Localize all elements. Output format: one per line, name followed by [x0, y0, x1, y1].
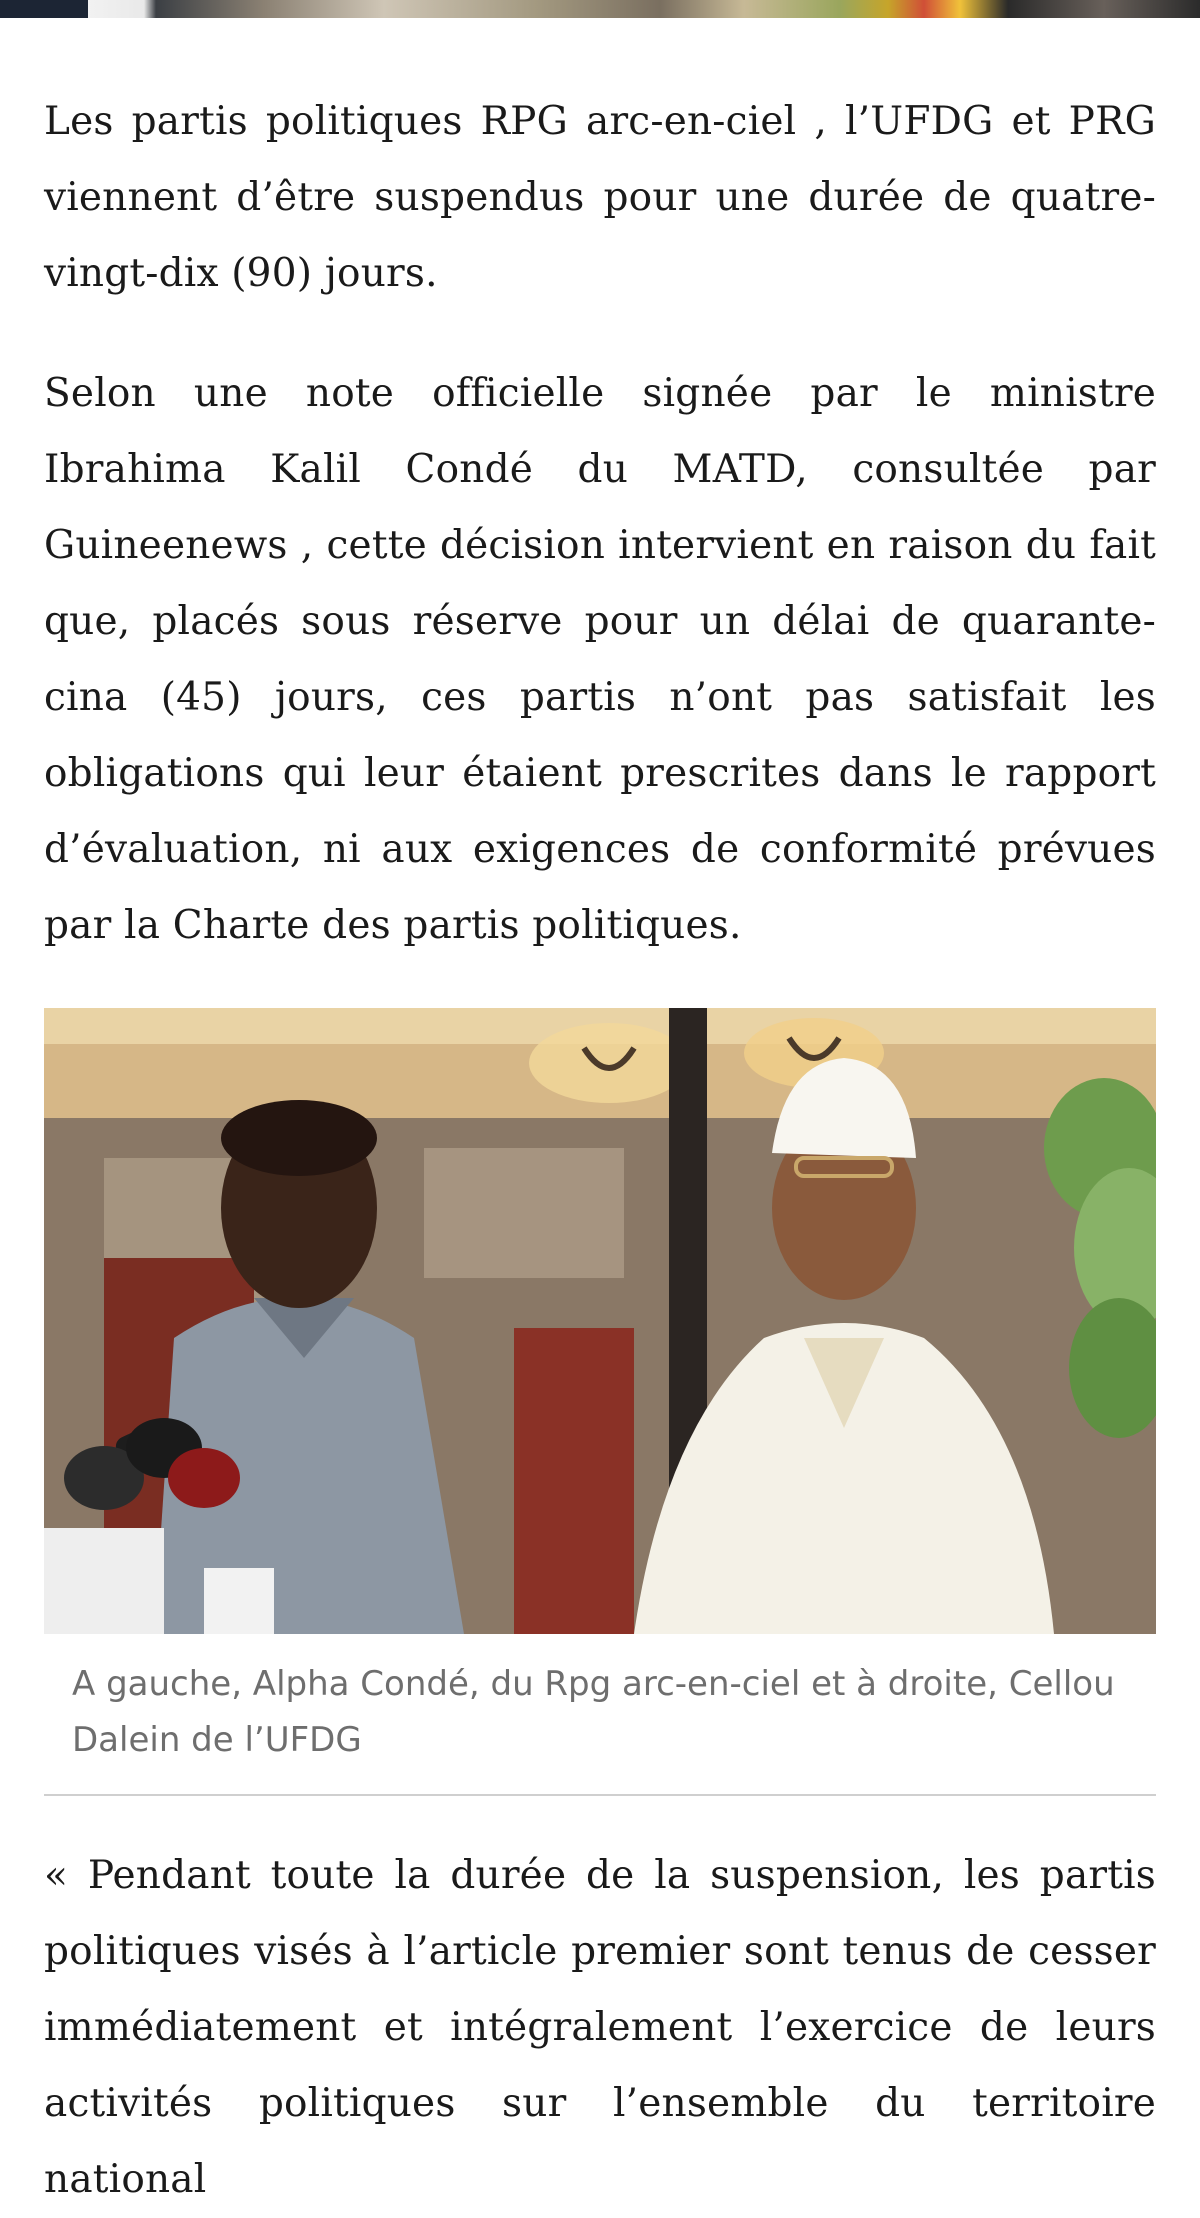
paragraph-3: « Pendant toute la durée de la suspension, les partis politiques visés à l’article premier sont tenus de cesser immédiatement et intégralement l’exercice de leurs activités politiques sur l’ensemble du territoire national — [44, 1853, 1156, 2202]
paragraph-2: Selon une note officielle signée par le ministre Ibrahima Kalil Condé du MATD, consultée par Guineenews , cette décision intervient en raison du fait que, placés sous réserve pour un délai de quarante-cina (45) jours, ces partis n’ont pas satisfait les obligations qui leur étaient prescrites dans le rapport d’évaluation, ni aux exigences de conformité prévues par la Charte des partis politiques. — [44, 371, 1156, 948]
caption-divider — [44, 1794, 1156, 1796]
article-photo[interactable] — [44, 1008, 1156, 1634]
article-body — [44, 84, 1156, 2218]
article-figure — [44, 1008, 1156, 1794]
top-image-dark-block — [0, 0, 88, 18]
photo-caption: A gauche, Alpha Condé, du Rpg arc-en-ciel et à droite, Cellou Dalein de l’UFDG — [72, 1664, 1115, 1760]
top-image-cropped — [0, 0, 1200, 18]
paragraph-1: Les partis politiques RPG arc-en-ciel , l’UFDG et PRG viennent d’être suspendus pour une durée de quatre-vingt-dix (90) jours. — [44, 99, 1156, 296]
photo-illustration — [44, 1008, 1156, 1634]
